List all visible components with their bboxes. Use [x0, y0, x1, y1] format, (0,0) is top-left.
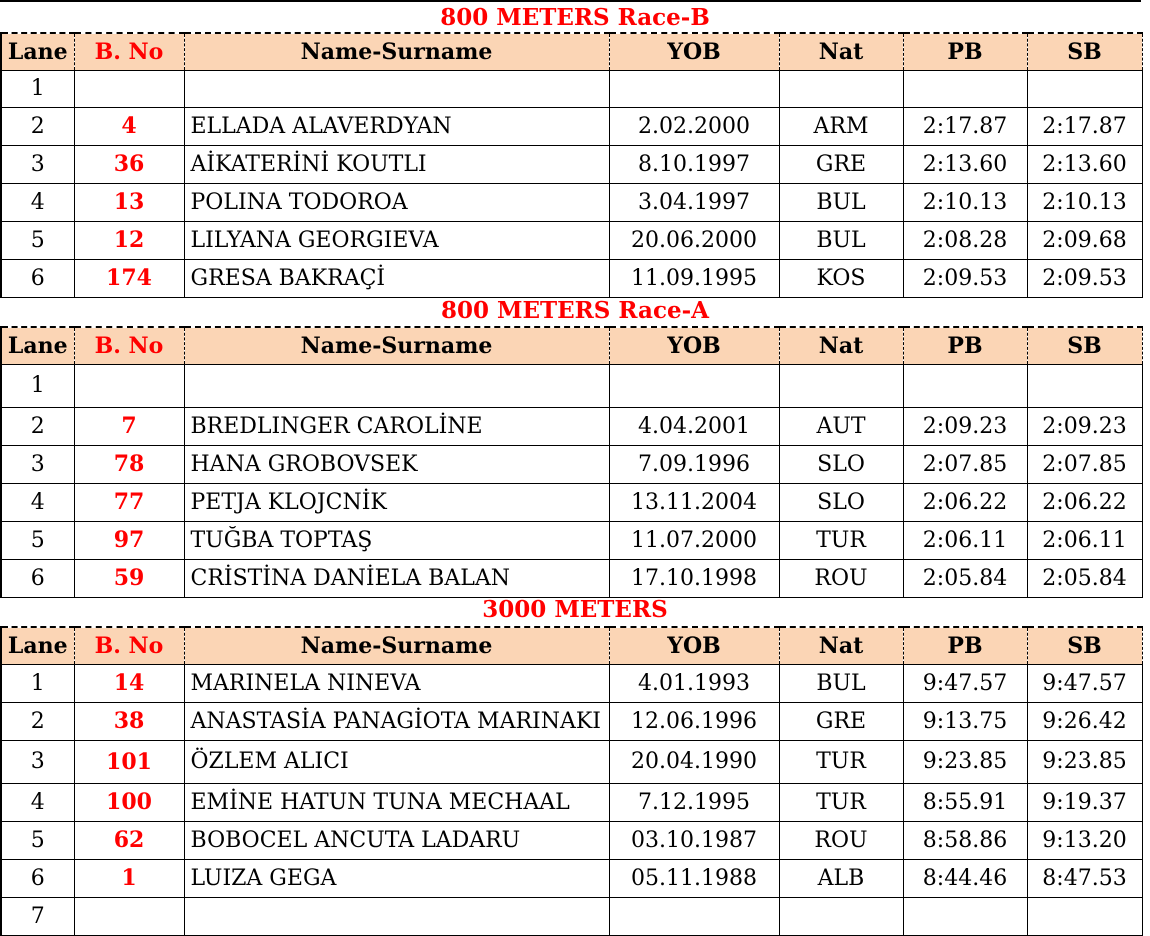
- table-row: [1, 71, 1142, 108]
- cell-sb: 9:19.37: [1027, 784, 1142, 822]
- column-header-name: Name-Surname: [184, 327, 609, 365]
- column-header-lane: Lane: [1, 327, 74, 365]
- cell-lane: 3: [1, 446, 74, 484]
- table-row: [1, 408, 1142, 446]
- cell-name: HANA GROBOVSEK: [184, 446, 609, 484]
- cell-sb: 2:09.23: [1027, 408, 1142, 446]
- cell-bno: 36: [74, 146, 184, 184]
- cell-yob: [609, 71, 779, 108]
- column-header-bno: B. No: [74, 627, 184, 665]
- column-header-sb: SB: [1027, 627, 1142, 665]
- column-header-name: Name-Surname: [184, 33, 609, 71]
- start-list-table: [0, 326, 1143, 598]
- cell-pb: 2:17.87: [903, 108, 1027, 146]
- table-row: [1, 822, 1142, 860]
- cell-bno: 97: [74, 522, 184, 560]
- cell-name: ELLADA ALAVERDYAN: [184, 108, 609, 146]
- cell-lane: 4: [1, 784, 74, 822]
- cell-bno: [74, 365, 184, 408]
- cell-bno: [74, 71, 184, 108]
- cell-pb: 8:58.86: [903, 822, 1027, 860]
- cell-nat: SLO: [779, 484, 903, 522]
- cell-sb: 8:47.53: [1027, 860, 1142, 898]
- table-row: [1, 560, 1142, 598]
- table-row: [1, 860, 1142, 898]
- cell-yob: 13.11.2004: [609, 484, 779, 522]
- column-header-nat: Nat: [779, 327, 903, 365]
- cell-name: [184, 365, 609, 408]
- cell-pb: 9:47.57: [903, 665, 1027, 703]
- cell-sb: 9:23.85: [1027, 741, 1142, 784]
- column-header-lane: Lane: [1, 627, 74, 665]
- column-header-sb: SB: [1027, 33, 1142, 71]
- cell-sb: 9:13.20: [1027, 822, 1142, 860]
- cell-name: TUĞBA TOPTAŞ: [184, 522, 609, 560]
- start-list-table: [0, 626, 1143, 936]
- table-header-row: [1, 627, 1142, 665]
- cell-nat: TUR: [779, 741, 903, 784]
- column-header-nat: Nat: [779, 627, 903, 665]
- table-row: [1, 365, 1142, 408]
- table-row: [1, 446, 1142, 484]
- cell-bno: 4: [74, 108, 184, 146]
- column-header-sb: SB: [1027, 327, 1142, 365]
- cell-yob: 7.12.1995: [609, 784, 779, 822]
- cell-nat: ROU: [779, 822, 903, 860]
- cell-yob: 12.06.1996: [609, 703, 779, 741]
- table-row: [1, 260, 1142, 298]
- cell-name: ÖZLEM ALICI: [184, 741, 609, 784]
- cell-pb: 2:05.84: [903, 560, 1027, 598]
- cell-sb: 2:09.68: [1027, 222, 1142, 260]
- column-header-yob: YOB: [609, 33, 779, 71]
- cell-bno: 100: [74, 784, 184, 822]
- cell-pb: 2:09.23: [903, 408, 1027, 446]
- cell-lane: 4: [1, 184, 74, 222]
- race-title: 800 METERS Race-B: [440, 4, 710, 31]
- cell-bno: 13: [74, 184, 184, 222]
- cell-nat: GRE: [779, 146, 903, 184]
- cell-yob: 05.11.1988: [609, 860, 779, 898]
- cell-sb: [1027, 71, 1142, 108]
- cell-sb: 2:05.84: [1027, 560, 1142, 598]
- column-header-pb: PB: [903, 33, 1027, 71]
- cell-bno: 12: [74, 222, 184, 260]
- cell-pb: 2:07.85: [903, 446, 1027, 484]
- cell-sb: 9:47.57: [1027, 665, 1142, 703]
- cell-bno: 14: [74, 665, 184, 703]
- cell-yob: [609, 365, 779, 408]
- cell-yob: 17.10.1998: [609, 560, 779, 598]
- cell-lane: 6: [1, 860, 74, 898]
- cell-pb: 2:06.11: [903, 522, 1027, 560]
- cell-lane: 5: [1, 822, 74, 860]
- cell-name: BOBOCEL ANCUTA LADARU: [184, 822, 609, 860]
- column-header-name: Name-Surname: [184, 627, 609, 665]
- cell-sb: 2:06.22: [1027, 484, 1142, 522]
- column-header-nat: Nat: [779, 33, 903, 71]
- cell-bno: 62: [74, 822, 184, 860]
- table-row: [1, 665, 1142, 703]
- table-row: [1, 741, 1142, 784]
- cell-bno: 101: [74, 741, 184, 784]
- cell-sb: [1027, 365, 1142, 408]
- cell-lane: 6: [1, 260, 74, 298]
- cell-nat: SLO: [779, 446, 903, 484]
- cell-yob: 11.09.1995: [609, 260, 779, 298]
- cell-name: LUIZA GEGA: [184, 860, 609, 898]
- column-header-yob: YOB: [609, 327, 779, 365]
- cell-bno: 38: [74, 703, 184, 741]
- cell-yob: 11.07.2000: [609, 522, 779, 560]
- table-row: [1, 484, 1142, 522]
- cell-nat: BUL: [779, 184, 903, 222]
- cell-yob: 4.04.2001: [609, 408, 779, 446]
- cell-nat: [779, 71, 903, 108]
- cell-pb: 8:44.46: [903, 860, 1027, 898]
- race-title: 800 METERS Race-A: [441, 297, 709, 324]
- cell-name: AİKATERİNİ KOUTLI: [184, 146, 609, 184]
- column-header-yob: YOB: [609, 627, 779, 665]
- cell-name: GRESA BAKRAÇİ: [184, 260, 609, 298]
- top-border: [0, 0, 1141, 2]
- table-row: [1, 108, 1142, 146]
- cell-bno: 7: [74, 408, 184, 446]
- cell-sb: 2:13.60: [1027, 146, 1142, 184]
- cell-pb: 9:23.85: [903, 741, 1027, 784]
- table-row: [1, 184, 1142, 222]
- cell-name: [184, 71, 609, 108]
- cell-nat: BUL: [779, 665, 903, 703]
- cell-nat: TUR: [779, 522, 903, 560]
- cell-pb: 2:10.13: [903, 184, 1027, 222]
- table-header-row: [1, 33, 1142, 71]
- column-header-lane: Lane: [1, 33, 74, 71]
- cell-sb: 2:06.11: [1027, 522, 1142, 560]
- cell-yob: 4.01.1993: [609, 665, 779, 703]
- cell-pb: 8:55.91: [903, 784, 1027, 822]
- cell-name: LILYANA GEORGIEVA: [184, 222, 609, 260]
- table-row: [1, 146, 1142, 184]
- cell-yob: 03.10.1987: [609, 822, 779, 860]
- table-row: [1, 522, 1142, 560]
- cell-lane: 2: [1, 703, 74, 741]
- cell-yob: 7.09.1996: [609, 446, 779, 484]
- column-header-bno: B. No: [74, 33, 184, 71]
- cell-pb: 2:09.53: [903, 260, 1027, 298]
- race-title: 3000 METERS: [482, 596, 668, 623]
- cell-bno: 77: [74, 484, 184, 522]
- table-row: [1, 784, 1142, 822]
- cell-lane: 1: [1, 365, 74, 408]
- table-row: [1, 703, 1142, 741]
- cell-pb: 2:08.28: [903, 222, 1027, 260]
- table-row: [1, 222, 1142, 260]
- cell-nat: AUT: [779, 408, 903, 446]
- cell-nat: ARM: [779, 108, 903, 146]
- cell-lane: 7: [1, 898, 74, 936]
- cell-nat: [779, 365, 903, 408]
- cell-name: ANASTASİA PANAGİOTA MARINAKI: [184, 703, 609, 741]
- cell-sb: 2:07.85: [1027, 446, 1142, 484]
- cell-lane: 2: [1, 408, 74, 446]
- cell-pb: 9:13.75: [903, 703, 1027, 741]
- cell-nat: ALB: [779, 860, 903, 898]
- cell-pb: [903, 365, 1027, 408]
- cell-yob: 20.04.1990: [609, 741, 779, 784]
- cell-name: BREDLINGER CAROLİNE: [184, 408, 609, 446]
- cell-lane: 6: [1, 560, 74, 598]
- cell-sb: 9:26.42: [1027, 703, 1142, 741]
- cell-name: POLINA TODOROA: [184, 184, 609, 222]
- cell-yob: 2.02.2000: [609, 108, 779, 146]
- cell-pb: 2:06.22: [903, 484, 1027, 522]
- cell-lane: 5: [1, 522, 74, 560]
- cell-name: EMİNE HATUN TUNA MECHAAL: [184, 784, 609, 822]
- cell-lane: 1: [1, 665, 74, 703]
- cell-lane: 1: [1, 71, 74, 108]
- cell-sb: 2:09.53: [1027, 260, 1142, 298]
- cell-bno: 59: [74, 560, 184, 598]
- cell-bno: 1: [74, 860, 184, 898]
- start-list-table: [0, 32, 1143, 298]
- cell-sb: 2:17.87: [1027, 108, 1142, 146]
- column-header-pb: PB: [903, 627, 1027, 665]
- cell-name: PETJA KLOJCNİK: [184, 484, 609, 522]
- cell-lane: 2: [1, 108, 74, 146]
- cell-nat: ROU: [779, 560, 903, 598]
- cell-yob: 3.04.1997: [609, 184, 779, 222]
- cell-lane: 3: [1, 741, 74, 784]
- cell-name: CRİSTİNA DANİELA BALAN: [184, 560, 609, 598]
- column-header-bno: B. No: [74, 327, 184, 365]
- cell-bno: 78: [74, 446, 184, 484]
- cell-pb: [903, 71, 1027, 108]
- cell-nat: BUL: [779, 222, 903, 260]
- cell-lane: 3: [1, 146, 74, 184]
- cell-bno: 174: [74, 260, 184, 298]
- cell-lane: 4: [1, 484, 74, 522]
- cell-yob: 8.10.1997: [609, 146, 779, 184]
- cell-pb: 2:13.60: [903, 146, 1027, 184]
- cell-yob: 20.06.2000: [609, 222, 779, 260]
- cell-nat: TUR: [779, 784, 903, 822]
- table-header-row: [1, 327, 1142, 365]
- cell-lane: 5: [1, 222, 74, 260]
- cell-name: MARINELA NINEVA: [184, 665, 609, 703]
- cell-nat: KOS: [779, 260, 903, 298]
- cell-sb: 2:10.13: [1027, 184, 1142, 222]
- cell-nat: GRE: [779, 703, 903, 741]
- column-header-pb: PB: [903, 327, 1027, 365]
